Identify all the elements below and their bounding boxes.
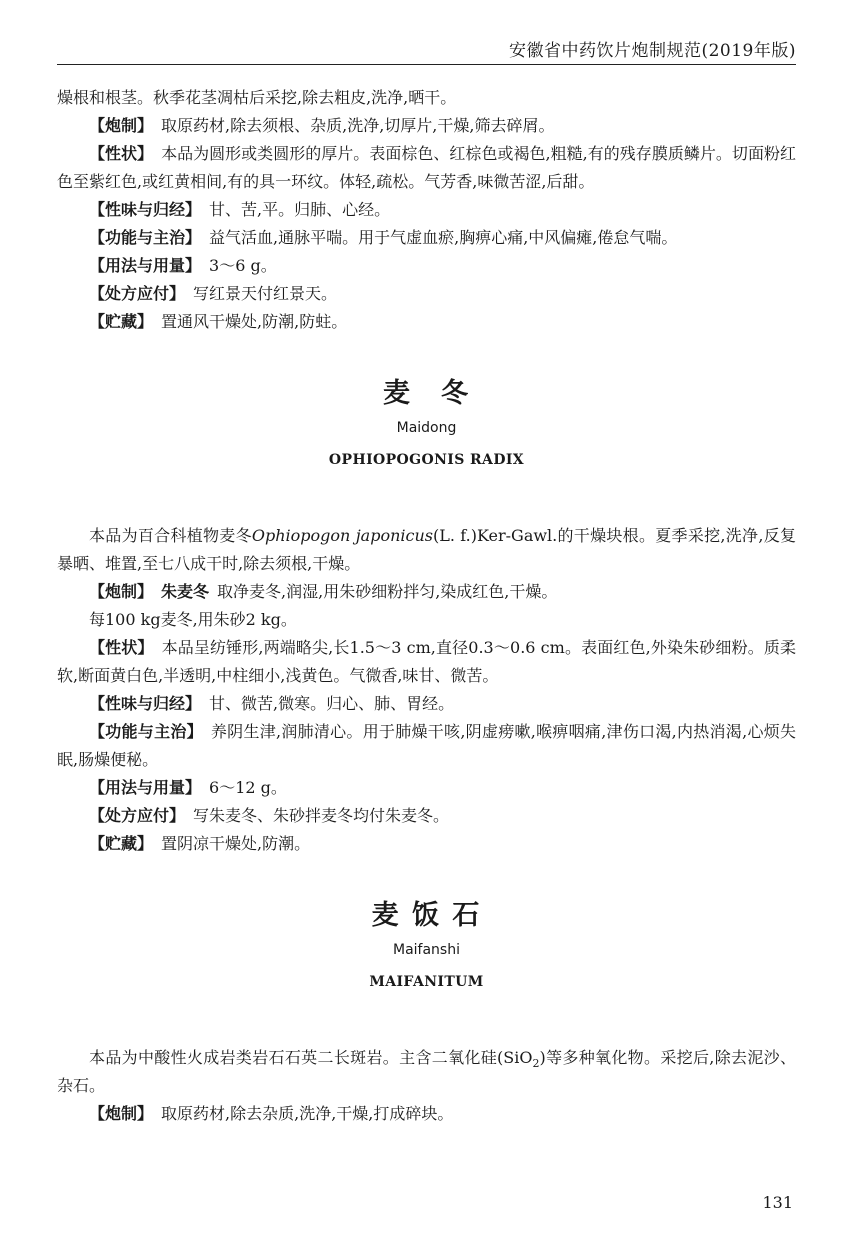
chufang-text: 写红景天付红景天。 <box>193 284 338 303</box>
chufang-label: 【处方应付】 <box>89 806 186 825</box>
prev-chufang <box>57 280 796 308</box>
maidong-paozhi <box>57 578 796 606</box>
gongneng-text: 益气活血,通脉平喘。用于气虚血瘀,胸痹心痛,中风偏瘫,倦怠气喘。 <box>209 228 678 247</box>
prev-xingwei <box>57 196 796 224</box>
gongneng-label: 【功能与主治】 <box>89 722 203 741</box>
zhucang-text: 置阴凉干燥处,防潮。 <box>161 834 311 853</box>
intro-text: 本品为中酸性火成岩类岩石石英二长斑岩。主含二氧化硅(SiO <box>89 1048 533 1067</box>
chufang-text: 写朱麦冬、朱砂拌麦冬均付朱麦冬。 <box>193 806 450 825</box>
prev-intro-tail: 燥根和根茎。秋季花茎凋枯后采挖,除去粗皮,洗净,晒干。 <box>57 88 457 107</box>
zhucang-label: 【贮藏】 <box>89 834 154 853</box>
prev-paozhi <box>57 112 796 140</box>
xingzhuang-text: 本品为圆形或类圆形的厚片。表面棕色、红棕色或褐色,粗糙,有的残存膜质鳞片。切面粉红色至紫红色,或红黄相间,有的具一环纹。体轻,疏松。气芳香,味微苦涩,后甜。 <box>57 144 796 191</box>
entry-title-maidong: 麦 冬 <box>383 378 470 409</box>
xingzhuang-text: 本品呈纺锤形,两端略尖,长1.5～3 cm,直径0.3～0.6 cm。表面红色,外染朱砂细粉。质柔软,断面黄白色,半透明,中柱细小,浅黄色。气微香,味甘、微苦。 <box>57 638 796 685</box>
gongneng-text: 养阴生津,润肺清心。用于肺燥干咳,阴虚痨嗽,喉痹咽痛,津伤口渴,内热消渴,心烦失眠,肠燥便秘。 <box>57 722 796 769</box>
paozhi-label: 【炮制】 <box>89 582 154 601</box>
paozhi-text: 取原药材,除去须根、杂质,洗净,切厚片,干燥,筛去碎屑。 <box>161 116 555 135</box>
xingwei-label: 【性味与归经】 <box>89 694 202 713</box>
entry-latin-maifanshi: MAIFANITUM <box>369 974 484 990</box>
maidong-zhucang <box>57 830 796 858</box>
gongneng-label: 【功能与主治】 <box>89 228 202 247</box>
maidong-paozhi-note: 每100 kg麦冬,用朱砂2 kg。 <box>89 610 297 629</box>
yongfa-label: 【用法与用量】 <box>89 778 202 797</box>
intro-text: 本品为百合科植物麦冬 <box>89 526 252 545</box>
prev-xingzhuang <box>57 140 796 196</box>
entry-pinyin-maidong: Maidong <box>396 420 457 436</box>
page-number: 131 <box>762 1193 793 1212</box>
xingwei-label: 【性味与归经】 <box>89 200 202 219</box>
subscript: 2 <box>532 1057 540 1071</box>
intro-text-rest: (L. f.)Ker-Gawl.的干燥块根。夏季采挖,洗净,反复暴晒、堆置,至七八成干时,除去须根,干燥。 <box>57 526 796 573</box>
maidong-xingzhuang <box>57 634 796 690</box>
maifanshi-intro <box>57 1044 796 1100</box>
intro-text-rest: )等多种氧化物。采挖后,除去泥沙、杂石。 <box>57 1048 796 1095</box>
yongfa-text: 6～12 g。 <box>209 778 287 797</box>
paozhi-text: 取原药材,除去杂质,洗净,干燥,打成碎块。 <box>161 1104 454 1123</box>
paozhi-label: 【炮制】 <box>89 116 154 135</box>
yongfa-label: 【用法与用量】 <box>89 256 202 275</box>
zhucang-text: 置通风干燥处,防潮,防蛀。 <box>161 312 348 331</box>
paozhi-text: 取净麦冬,润湿,用朱砂细粉拌匀,染成红色,干燥。 <box>217 582 558 601</box>
maidong-xingwei <box>57 690 796 718</box>
entry-pinyin-maifanshi: Maifanshi <box>393 942 460 958</box>
species-name: Ophiopogon japonicus <box>251 526 433 545</box>
paozhi-label: 【炮制】 <box>89 1104 154 1123</box>
maifanshi-paozhi <box>57 1100 796 1128</box>
xingwei-text: 甘、苦,平。归肺、心经。 <box>209 200 391 219</box>
paozhi-sublabel: 朱麦冬 <box>161 582 210 601</box>
maidong-chufang <box>57 802 796 830</box>
chufang-label: 【处方应付】 <box>89 284 186 303</box>
entry-title-maifanshi: 麦 饭 石 <box>371 900 482 931</box>
yongfa-text: 3～6 g。 <box>209 256 277 275</box>
prev-zhucang <box>57 308 796 336</box>
page-content <box>57 84 796 1128</box>
prev-yongfa <box>57 252 796 280</box>
xingzhuang-label: 【性状】 <box>89 638 154 657</box>
running-title: 安徽省中药饮片炮制规范(2019年版) <box>508 41 796 61</box>
zhucang-label: 【贮藏】 <box>89 312 154 331</box>
maidong-gongneng <box>57 718 796 774</box>
maidong-yongfa <box>57 774 796 802</box>
prev-gongneng <box>57 224 796 252</box>
xingzhuang-label: 【性状】 <box>89 144 154 163</box>
maidong-intro <box>57 522 796 578</box>
header-rule <box>57 64 796 65</box>
xingwei-text: 甘、微苦,微寒。归心、肺、胃经。 <box>209 694 455 713</box>
entry-latin-maidong: OPHIOPOGONIS RADIX <box>328 452 525 468</box>
